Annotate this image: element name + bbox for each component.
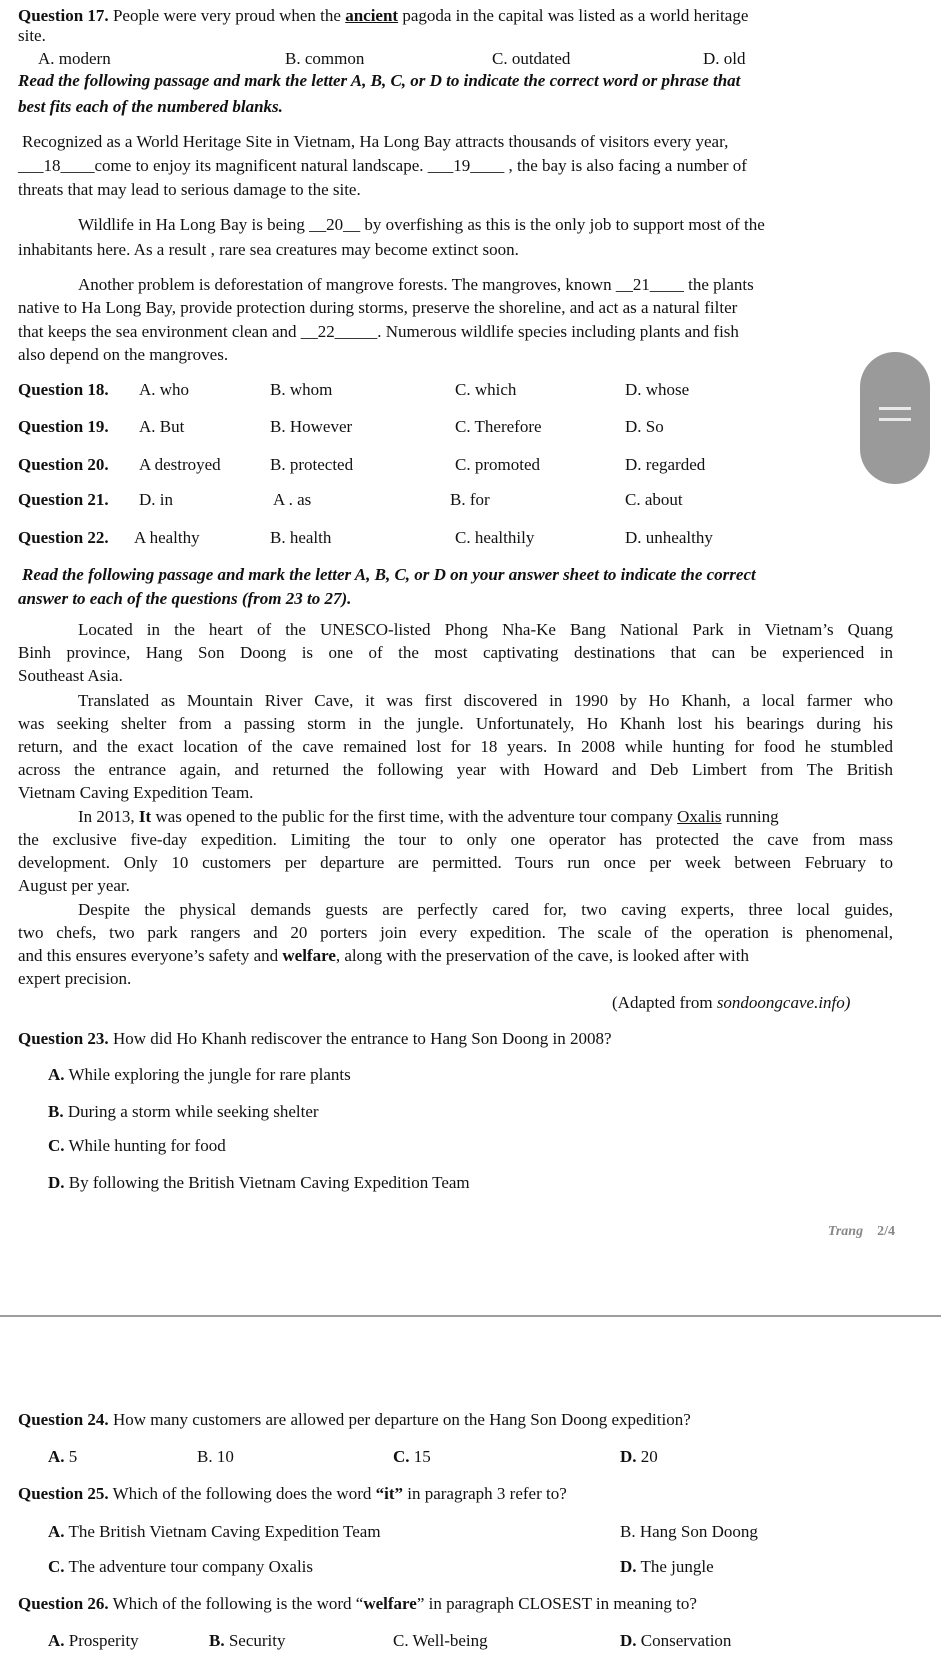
instruction-2-line-1: Read the following passage and mark the letter A, B, C, or D on your answer sheet to indicate the correct xyxy=(22,565,756,584)
question-25 xyxy=(18,1483,567,1505)
passage-2-line: development. Only 10 customers per departure are permitted. Tours run once per week between February to xyxy=(18,853,893,872)
question-23 xyxy=(18,1028,612,1050)
option-b xyxy=(620,1521,758,1543)
text-span: In 2013, xyxy=(78,807,139,826)
passage-2-line: Binh province, Hang Son Doong is one of the most captivating destinations that can be experienced in xyxy=(18,643,893,662)
instruction-1-line-1: Read the following passage and mark the letter A, B, C, or D to indicate the correct word or phrase that xyxy=(18,71,741,90)
question-label: Question 17. xyxy=(18,6,109,25)
option-text: During a storm while seeking shelter xyxy=(63,1102,319,1121)
keyword: “it” xyxy=(375,1484,403,1503)
option-a xyxy=(48,1521,381,1543)
passage-2-line: Vietnam Caving Expedition Team. xyxy=(18,783,254,802)
passage-2-line: expert precision. xyxy=(18,969,132,988)
option-letter: A. xyxy=(48,1631,65,1650)
option-letter: D. xyxy=(620,1557,637,1576)
option-a xyxy=(48,1630,139,1652)
question-text: in paragraph 3 refer to? xyxy=(403,1484,567,1503)
question-17 xyxy=(18,5,748,27)
option-text: Security xyxy=(224,1631,286,1650)
option-c: C. Therefore xyxy=(455,417,542,436)
option-second: A . as xyxy=(273,490,312,509)
option-c: C. promoted xyxy=(455,455,540,474)
option-text: C. Well-being xyxy=(393,1631,488,1650)
passage-2-line xyxy=(18,945,749,967)
option-letter: B. xyxy=(48,1102,64,1121)
option-d xyxy=(48,1172,470,1194)
option-d xyxy=(620,1446,658,1468)
question-text: How many customers are allowed per departure on the Hang Son Doong expedition? xyxy=(108,1410,691,1429)
option-b xyxy=(209,1630,286,1652)
question-text: Which of the following is the word “ xyxy=(108,1594,364,1613)
option-text: Conservation xyxy=(636,1631,732,1650)
question-24 xyxy=(18,1409,691,1431)
option-a: A. But xyxy=(139,417,185,436)
passage-2-line: two chefs, two park rangers and 20 porters join every expedition. The scale of the operation is phenomenal, xyxy=(18,923,893,942)
option-a: A. modern xyxy=(38,49,111,68)
passage-2-line: Translated as Mountain River Cave, it was first discovered in 1990 by Ho Khanh, a local farmer who xyxy=(78,691,893,710)
option-text: 20 xyxy=(636,1447,658,1466)
underlined-word: ancient xyxy=(345,6,399,25)
option-text: The British Vietnam Caving Expedition Team xyxy=(64,1522,381,1541)
question-label: Question 19. xyxy=(18,417,109,436)
option-text: The adventure tour company Oxalis xyxy=(64,1557,314,1576)
passage-1-line: ___18____come to enjoy its magnificent natural landscape. ___19____ , the bay is also facing a number of xyxy=(18,156,747,175)
passage-1-line: native to Ha Long Bay, provide protection during storms, preserve the shoreline, and act as a natural filter xyxy=(18,298,738,317)
grip-line-icon xyxy=(879,418,911,421)
option-letter: D. xyxy=(620,1447,637,1466)
passage-2-line: the exclusive five-day expedition. Limiting the tour to only one operator has protected the cave from mass xyxy=(18,830,893,849)
option-letter: D. xyxy=(620,1631,637,1650)
passage-1-line: Wildlife in Ha Long Bay is being __20__ by overfishing as this is the only job to support most of the xyxy=(78,215,765,234)
passage-1-line: Recognized as a World Heritage Site in Vietnam, Ha Long Bay attracts thousands of visitors every year, xyxy=(22,132,729,151)
source-site: sondoongcave.info) xyxy=(716,993,851,1012)
option-c: C. which xyxy=(455,380,517,399)
option-text: B. 10 xyxy=(197,1447,234,1466)
option-d: D. unhealthy xyxy=(625,528,713,547)
company-name: Oxalis xyxy=(677,807,722,826)
option-letter: B. xyxy=(209,1631,225,1650)
option-letter: D. xyxy=(48,1173,65,1192)
option-c: C. healthily xyxy=(455,528,535,547)
instruction-1-line-2: best fits each of the numbered blanks. xyxy=(18,97,283,116)
question-label: Question 22. xyxy=(18,528,109,547)
text-span: and this ensures everyone’s safety and xyxy=(18,946,283,965)
question-label: Question 18. xyxy=(18,380,109,399)
option-text: The jungle xyxy=(636,1557,714,1576)
passage-1-line: Another problem is deforestation of mangrove forests. The mangroves, known __21____ the plants xyxy=(78,275,754,294)
question-text: ” in paragraph CLOSEST in meaning to? xyxy=(416,1594,697,1613)
question-text: pagoda in the capital was listed as a world heritage xyxy=(398,6,749,25)
passage-2-line: August per year. xyxy=(18,876,130,895)
option-text: Prosperity xyxy=(64,1631,139,1650)
option-a: A. who xyxy=(139,380,190,399)
option-letter: A. xyxy=(48,1447,65,1466)
option-d: D. old xyxy=(703,49,746,68)
question-label: Question 21. xyxy=(18,490,109,509)
option-c: C. outdated xyxy=(492,49,571,68)
scroll-handle[interactable] xyxy=(860,352,930,484)
option-d xyxy=(620,1556,714,1578)
keyword: welfare xyxy=(363,1594,417,1613)
option-text: By following the British Vietnam Caving Expedition Team xyxy=(64,1173,470,1192)
option-d: D. regarded xyxy=(625,455,706,474)
option-third: B. for xyxy=(450,490,490,509)
page-footer xyxy=(828,1224,895,1240)
option-text: 15 xyxy=(409,1447,431,1466)
option-text: B. Hang Son Doong xyxy=(620,1522,758,1541)
option-c xyxy=(393,1630,488,1652)
text-span: , along with the preservation of the cave, is looked after with xyxy=(335,946,749,965)
option-a: A destroyed xyxy=(139,455,221,474)
option-b: B. However xyxy=(270,417,353,436)
passage-1-line: threats that may lead to serious damage to the site. xyxy=(18,180,361,199)
option-d: D. So xyxy=(625,417,664,436)
passage-2-line: Despite the physical demands guests are perfectly cared for, two caving experts, three local guides, xyxy=(78,900,893,919)
question-17-cont: site. xyxy=(18,26,46,45)
option-a xyxy=(48,1446,77,1468)
option-letter: A. xyxy=(48,1522,65,1541)
question-label: Question 26. xyxy=(18,1594,109,1613)
text-span: (Adapted from xyxy=(612,993,717,1012)
footer-label: Trang xyxy=(827,1224,864,1239)
option-c xyxy=(48,1135,226,1157)
instruction-2-line-2: answer to each of the questions (from 23 to 27). xyxy=(18,589,352,608)
question-text: People were very proud when the xyxy=(108,6,346,25)
grip-line-icon xyxy=(879,407,911,410)
referent-word: It xyxy=(138,807,152,826)
question-label: Question 20. xyxy=(18,455,109,474)
passage-1-line: inhabitants here. As a result , rare sea creatures may become extinct soon. xyxy=(18,240,519,259)
passage-2-line: was seeking shelter from a passing storm in the jungle. Unfortunately, Ho Khanh lost his bearings during his xyxy=(18,714,893,733)
passage-2-line: Located in the heart of the UNESCO-listed Phong Nha-Ke Bang National Park in Vietnam’s Quang xyxy=(78,620,893,639)
passage-2-line: return, and the exact location of the cave remained lost for 18 years. In 2008 while hunting for food he stumbled xyxy=(18,737,893,756)
page-number: 2/4 xyxy=(877,1224,895,1239)
source-citation xyxy=(612,992,850,1014)
question-label: Question 23. xyxy=(18,1029,109,1048)
option-d: D. whose xyxy=(625,380,690,399)
option-b: B. common xyxy=(285,49,365,68)
option-b: B. whom xyxy=(270,380,333,399)
question-label: Question 25. xyxy=(18,1484,109,1503)
option-d xyxy=(620,1630,731,1652)
option-c xyxy=(393,1446,431,1468)
option-b: B. health xyxy=(270,528,332,547)
passage-2-line: Southeast Asia. xyxy=(18,666,123,685)
option-c xyxy=(48,1556,313,1578)
option-a xyxy=(48,1064,351,1086)
text-span: was opened to the public for the first time, with the adventure tour company xyxy=(151,807,678,826)
page-divider xyxy=(0,1315,941,1317)
option-first: D. in xyxy=(139,490,173,509)
question-text: How did Ho Khanh rediscover the entrance to Hang Son Doong in 2008? xyxy=(108,1029,612,1048)
passage-1-line: also depend on the mangroves. xyxy=(18,345,229,364)
option-text: While exploring the jungle for rare plants xyxy=(64,1065,351,1084)
text-span: running xyxy=(721,807,779,826)
passage-2-line xyxy=(78,806,779,828)
option-letter: A. xyxy=(48,1065,65,1084)
option-a: A healthy xyxy=(134,528,200,547)
question-text: Which of the following does the word xyxy=(108,1484,376,1503)
option-letter: C. xyxy=(48,1136,65,1155)
passage-1-line: that keeps the sea environment clean and __22_____. Numerous wildlife species including plants and fish xyxy=(18,322,739,341)
option-letter: C. xyxy=(48,1557,65,1576)
passage-2-line: across the entrance again, and returned the following year with Howard and Deb Limbert from The British xyxy=(18,760,893,779)
option-b xyxy=(197,1446,234,1468)
question-label: Question 24. xyxy=(18,1410,109,1429)
option-text: 5 xyxy=(64,1447,78,1466)
question-26 xyxy=(18,1593,697,1615)
option-b xyxy=(48,1101,319,1123)
option-letter: C. xyxy=(393,1447,410,1466)
option-fourth: C. about xyxy=(625,490,683,509)
option-b: B. protected xyxy=(270,455,354,474)
option-text: While hunting for food xyxy=(64,1136,226,1155)
keyword: welfare xyxy=(282,946,336,965)
